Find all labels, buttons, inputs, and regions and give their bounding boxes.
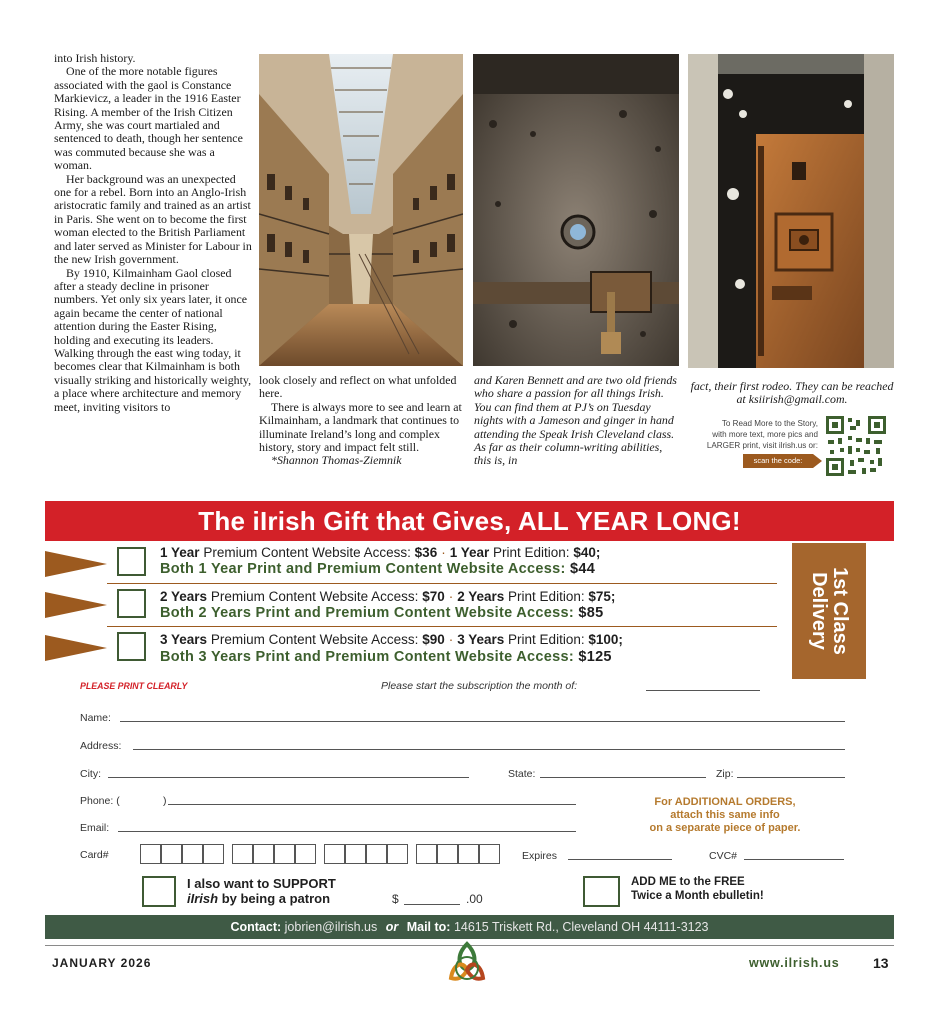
card-digit-box[interactable] [295,844,316,864]
photo-cell-door [688,54,894,368]
offer-1-year-prices: 1 Year Premium Content Website Access: $36 · 1 Year Print Edition: $40; [160,545,601,560]
card-digit-box[interactable] [458,844,479,864]
card-digit-box[interactable] [140,844,161,864]
article-paragraph: There is always more to see and learn at Kilmainham, a landmark that continues to illuminate Ireland’s long and complex history, story and impact felt still. [259,399,462,455]
article-paragraph: into Irish history. [54,51,136,65]
email-field[interactable] [118,831,576,832]
card-digit-box[interactable] [161,844,182,864]
author-bio-end: fact, their first rodeo. They can be reached at ksiirish@gmail.com. [690,379,894,407]
card-digit-box[interactable] [437,844,458,864]
card-digit-box[interactable] [416,844,437,864]
card-label: Card# [80,849,109,861]
name-field[interactable] [120,721,845,722]
cvc-label: CVC# [709,850,738,862]
print-clearly-note: PLEASE PRINT CLEARLY [80,681,188,691]
trinity-knot-logo-icon [443,940,491,986]
cvc-field[interactable] [744,859,844,860]
issue-date: JANUARY 2026 [52,956,152,970]
contact-email-link[interactable]: jobrien@ilrish.us [284,920,378,934]
address-label: Address: [80,740,122,752]
patron-dollar-sign: $ [392,892,399,906]
author-signature: *Shannon Thomas-Ziemnik [271,453,402,468]
mailing-address: 14615 Triskett Rd., Cleveland OH 44111-3123 [453,920,709,934]
card-digit-box[interactable] [479,844,500,864]
offer-1-year-bundle: Both 1 Year Print and Premium Content Website Access: $44 [160,561,596,577]
name-label: Name: [80,712,111,724]
ebulletin-checkbox[interactable] [583,876,620,907]
offer-3-years-checkbox[interactable] [117,632,146,661]
start-month-label: Please start the subscription the month of: [381,680,578,692]
article-paragraph: look closely and reflect on what unfolded here. [259,373,457,401]
scan-code-tag [743,454,823,468]
card-digit-box[interactable] [203,844,224,864]
offer-2-years-bundle: Both 2 Years Print and Premium Content Website Access: $85 [160,605,604,621]
subscription-banner: The iIrish Gift that Gives, ALL YEAR LONG! [45,501,894,541]
offer-divider [107,626,777,627]
zip-label: Zip: [716,768,734,780]
card-digit-box[interactable] [387,844,408,864]
contact-bar: Contact: jobrien@ilrish.us or Mail to: 14615 Triskett Rd., Cleveland OH 44111-3123 [45,915,894,939]
patron-support-checkbox[interactable] [142,876,176,907]
additional-orders-note: For ADDITIONAL ORDERS, attach this same info on a separate piece of paper. [649,796,801,834]
state-field[interactable] [540,777,706,778]
card-digit-box[interactable] [253,844,274,864]
site-url-link[interactable]: www.ilrish.us [749,956,840,970]
patron-support-label: I also want to SUPPORT iIrish by being a patron [187,876,336,906]
patron-amount-field[interactable] [404,904,460,905]
expires-field[interactable] [568,859,672,860]
qr-promo-text: To Read More to the Story, with more text, more pics and LARGER print, visit ilrish.us or: [706,419,818,450]
arrow-pennant-icon [45,635,107,661]
photo-cell-door-lock [473,54,679,366]
page-number: 13 [873,955,889,971]
card-digit-box[interactable] [366,844,387,864]
offer-divider [107,583,777,584]
article-column-1 [54,52,254,414]
patron-cents: .00 [466,892,483,906]
card-digit-box[interactable] [232,844,253,864]
zip-field[interactable] [737,777,845,778]
offer-1-year-checkbox[interactable] [117,547,146,576]
card-digit-box[interactable] [345,844,366,864]
offer-3-years-bundle: Both 3 Years Print and Premium Content Website Access: $125 [160,649,612,665]
address-field[interactable] [133,749,845,750]
article-paragraph: Her background was an unexpected one for a rebel. Born into an Anglo-Irish aristocratic family and trained as an artist in Paris. She went on to become the first woman elected to the British Parliament and later served as Minister for Labour in the new Irish government. [54,171,252,267]
scan-code-label: scan the code: [743,454,813,468]
card-digit-box[interactable] [182,844,203,864]
offer-2-years-prices: 2 Years Premium Content Website Access: $70 · 2 Years Print Edition: $75; [160,589,616,604]
photo-gaol-east-wing [259,54,463,366]
arrow-pennant-icon [45,551,107,577]
city-field[interactable] [108,777,469,778]
expires-label: Expires [522,850,558,862]
city-label: City: [80,768,101,780]
article-paragraph: One of the more notable figures associated with the gaol is Constance Markievicz, a leader in the 1916 Easter Rising. A member of the Irish Citizen Army, she was court martialed and sentenced to death, though her sentence was commuted because she was a woman. [54,64,243,173]
arrow-pennant-icon [45,592,107,618]
offer-3-years-prices: 3 Years Premium Content Website Access: $90 · 3 Years Print Edition: $100; [160,632,623,647]
email-label: Email: [80,822,110,834]
first-class-delivery-label: 1st Class Delivery [808,567,851,655]
start-month-field[interactable] [646,690,760,691]
card-digit-box[interactable] [324,844,345,864]
phone-paren: ) [163,795,167,807]
article-column-2 [259,374,465,468]
author-bio-column: and Karen Bennett and are two old friends who share a passion for all things Irish. You can find them at PJ’s on Tuesday nights with a Jameson and ginger in hand attending the Speak Irish Cleveland class. As far as their column-writing abilities, this is, in [474,373,677,468]
state-label: State: [508,768,536,780]
card-digit-box[interactable] [274,844,295,864]
phone-label: Phone: ( [80,795,120,807]
phone-field[interactable] [168,804,576,805]
article-paragraph: By 1910, Kilmainham Gaol closed after a steady decline in prisoner numbers. Yet only six years later, it once again became the center of national attention during the Easter Rising, holding and executing its leaders. Walking through the east wing today, it becomes clear that Kilmainham is both visually striking and historically weighty, a place where architecture and memory meet, inviting visitors to [54,265,252,414]
offer-2-years-checkbox[interactable] [117,589,146,618]
scan-code-arrow-icon [813,454,822,468]
qr-code-icon[interactable] [826,416,886,476]
ebulletin-label: ADD ME to the FREE Twice a Month ebulletin! [631,876,764,902]
